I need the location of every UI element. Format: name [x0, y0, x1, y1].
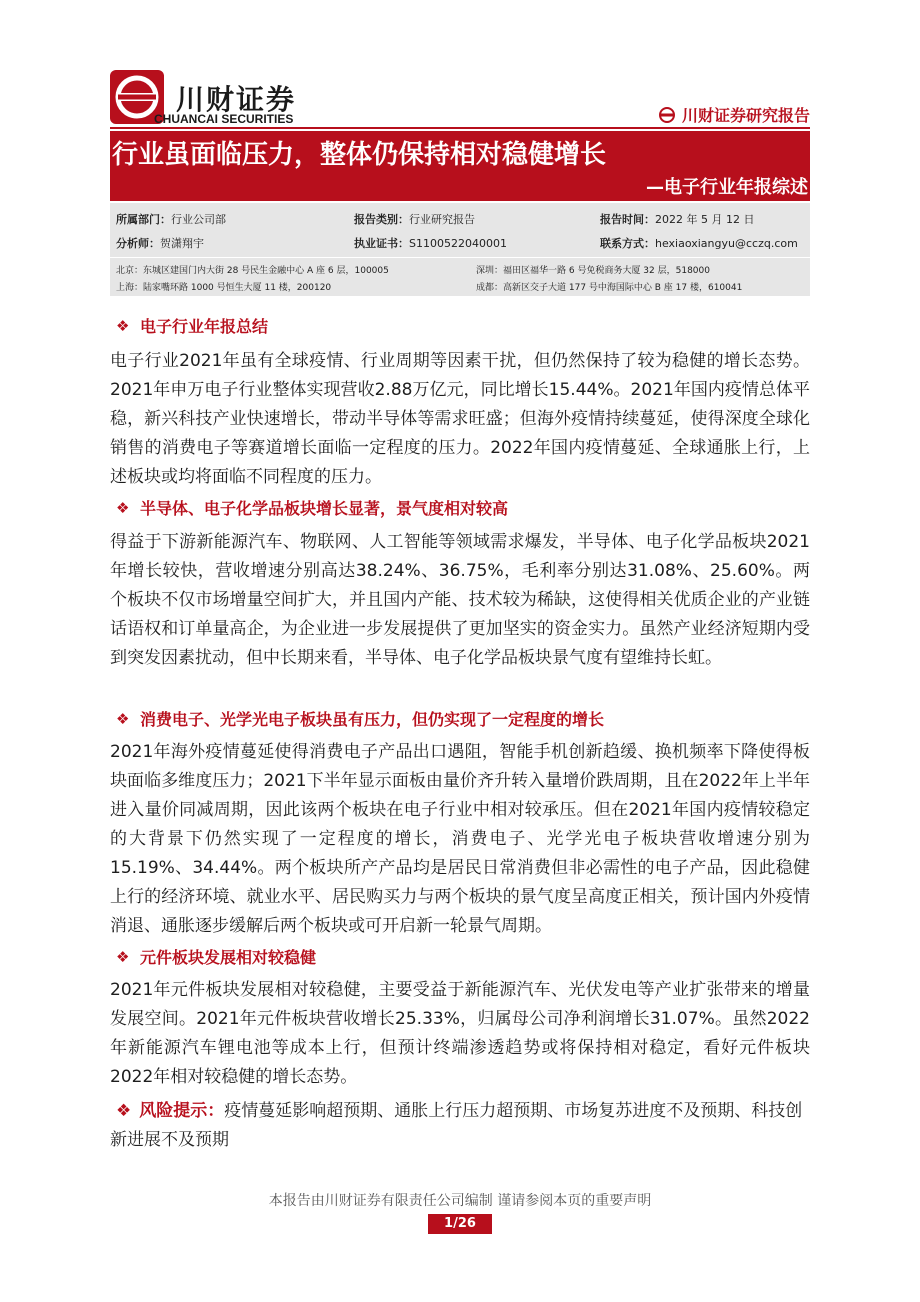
page-number: 1/26: [428, 1214, 492, 1234]
diamond-bullet-icon: ❖: [116, 709, 130, 728]
meta-cert-value: S1100522040001: [409, 237, 507, 250]
meta-cert: [354, 235, 507, 251]
meta-contact-value[interactable]: hexiaoxiangyu@cczq.com: [655, 237, 798, 250]
address-chengdu: 成都：高新区交子大道 177 号中海国际中心 B 座 17 楼，610041: [476, 283, 743, 293]
section-heading: [116, 945, 316, 968]
section-heading: [116, 707, 604, 730]
section-heading: [116, 496, 508, 519]
logo-english-name: CHUANCAI SECURITIES: [154, 112, 294, 126]
address-beijing: 北京：东城区建国门内大街 28 号民生金融中心 A 座 6 层，100005: [116, 266, 389, 276]
section-heading-text: 元件板块发展相对较稳健: [140, 948, 317, 967]
footer-disclaimer: 本报告由川财证券有限责任公司编制 谨请参阅本页的重要声明: [268, 1193, 652, 1209]
meta-row-1: [110, 207, 810, 229]
meta-time: [600, 211, 754, 227]
address-shanghai: 上海：陆家嘴环路 1000 号恒生大厦 11 楼，200120: [116, 283, 332, 293]
meta-row-2: [110, 231, 810, 253]
section-body: 2021年海外疫情蔓延使得消费电子产品出口遇阻，智能手机创新趋缓、换机频率下降使得板块面临多维度压力；2021下半年显示面板由量价齐升转入量增价跌周期，且在2022年上半年进入量价同减周期，因此该两个板块在电子行业中相对较承压。但在2021年国内疫情较稳定的大背景下仍然实现了一定程度的增长，消费电子、光学光电子板块营收增速分别为15.19%、34.44%。两个板块所产产品均是居民日常消费但非必需性的电子产品，因此稳健上行的经济环境、就业水平、居民购买力与两个板块的景气度呈高度正相关，预计国内外疫情消退、通胀逐步缓解后两个板块或可开启新一轮景气周期。: [110, 742, 810, 936]
risk-text: 疫情蔓延影响超预期、通胀上行压力超预期、市场复苏进度不及预期、科技创新进展不及预期: [110, 1101, 803, 1150]
report-brand: [658, 103, 810, 126]
header-divider: [110, 127, 810, 129]
meta-dept-label: 所属部门：: [116, 213, 171, 226]
report-brand-label: 川财证券研究报告: [681, 106, 810, 125]
report-meta-table: [110, 203, 810, 257]
risk-warning: [110, 1097, 810, 1155]
meta-type-label: 报告类别：: [354, 213, 409, 226]
section-heading: [116, 314, 268, 337]
meta-analyst-label: 分析师：: [116, 237, 160, 250]
report-title: 行业虽面临压力，整体仍保持相对稳健增长: [112, 140, 607, 170]
logo-chinese-name: 川财证券: [176, 83, 297, 116]
risk-label: 风险提示：: [139, 1101, 225, 1121]
meta-cert-label: 执业证书：: [354, 237, 409, 250]
meta-type-value: 行业研究报告: [409, 213, 475, 226]
meta-analyst: [116, 235, 204, 251]
diamond-bullet-icon: ❖: [116, 947, 130, 966]
section-heading-text: 消费电子、光学光电子板块虽有压力，但仍实现了一定程度的增长: [140, 710, 605, 729]
meta-dept: [116, 211, 226, 227]
meta-time-value: 2022 年 5 月 12 日: [655, 213, 755, 226]
section-heading-text: 半导体、电子化学品板块增长显著，景气度相对较高: [140, 499, 509, 518]
report-subtitle: —电子行业年报综述: [646, 177, 808, 198]
office-addresses: [110, 258, 810, 296]
section-body: 2021年元件板块发展相对较稳健，主要受益于新能源汽车、光伏发电等产业扩张带来的增量发展空间。2021年元件板块营收增长25.33%，归属母公司净利润增长31.07%。虽然2022年新能源汽车锂电池等成本上行，但预计终端渗透趋势或将保持相对稳定，看好元件板块2022年相对较稳健的增长态势。: [110, 980, 810, 1087]
brand-mini-logo-icon: [658, 106, 676, 124]
meta-contact: [600, 235, 798, 251]
diamond-bullet-icon: ❖: [116, 316, 130, 335]
diamond-bullet-icon: ❖: [116, 498, 130, 517]
meta-time-label: 报告时间：: [600, 213, 655, 226]
address-shenzhen: 深圳：福田区福华一路 6 号免税商务大厦 32 层，518000: [476, 266, 710, 276]
diamond-bullet-icon: ❖: [116, 1101, 132, 1121]
section-heading-text: 电子行业年报总结: [140, 317, 269, 336]
meta-type: [354, 211, 475, 227]
meta-analyst-value: 贺潇翔宇: [160, 237, 204, 250]
meta-dept-value: 行业公司部: [171, 213, 226, 226]
section-body: 电子行业2021年虽有全球疫情、行业周期等因素干扰，但仍然保持了较为稳健的增长态势。2021年申万电子行业整体实现营收2.88万亿元，同比增长15.44%。2021年国内疫情总体平稳，新兴科技产业快速增长，带动半导体等需求旺盛；但海外疫情持续蔓延，使得深度全球化销售的消费电子等赛道增长面临一定程度的压力。2022年国内疫情蔓延、全球通胀上行，上述板块或均将面临不同程度的压力。: [110, 351, 810, 487]
meta-contact-label: 联系方式：: [600, 237, 655, 250]
section-body: 得益于下游新能源汽车、物联网、人工智能等领域需求爆发，半导体、电子化学品板块2021年增长较快，营收增速分别高达38.24%、36.75%，毛利率分别达31.08%、25.60%。两个板块不仅市场增量空间扩大，并且国内产能、技术较为稀缺，这使得相关优质企业的产业链话语权和订单量高企，为企业进一步发展提供了更加坚实的资金实力。虽然产业经济短期内受到突发因素扰动，但中长期来看，半导体、电子化学品板块景气度有望维持长虹。: [110, 532, 810, 668]
